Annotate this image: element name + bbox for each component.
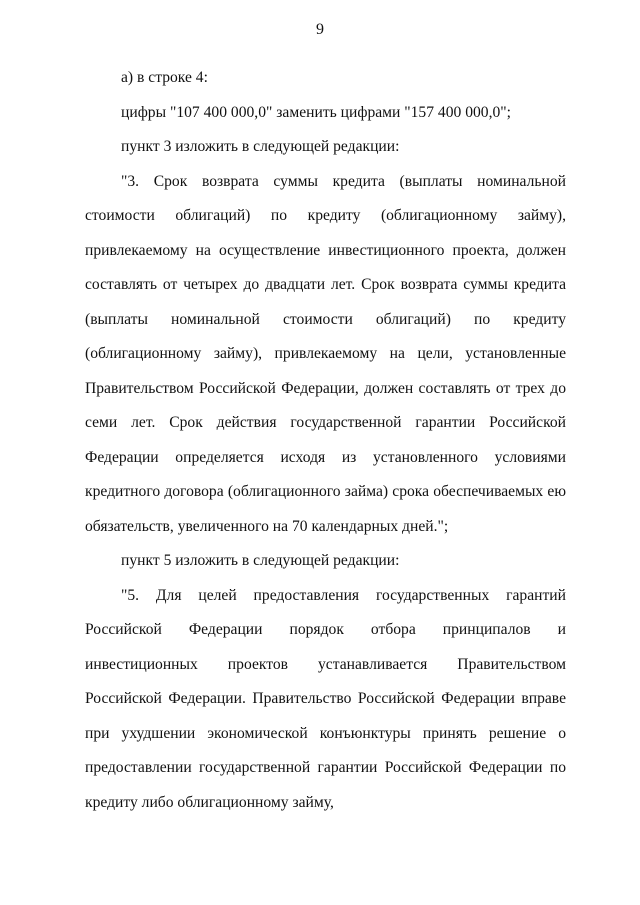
paragraph-line-item: а) в строке 4:	[121, 69, 208, 86]
paragraph-point-5-text: "5. Для целей предоставления государственных гарантий Российской Федерации порядок отбора принципалов и инвестиционных проектов устанавливается Правительством Российской Федерации. Правительство Российской Федерации вправе при ухудшении экономической конъюнктуры принять решение о предоставлении государственной гарантии Российской Федерации по кредиту либо облигационному займу,	[85, 586, 566, 811]
paragraph-replace-figures: цифры "107 400 000,0" заменить цифрами "157 400 000,0";	[121, 103, 511, 121]
page-number: 9	[316, 21, 324, 38]
paragraph-point-3-intro: пункт 3 изложить в следующей редакции:	[121, 138, 400, 155]
paragraph-point-3-text: "3. Срок возврата суммы кредита (выплаты номинальной стоимости облигаций) по кредиту (облигационному займу), привлекаемому на осуществление инвестиционного проекта, должен составлять от четырех до двадцати лет. Срок возврата суммы кредита (выплаты номинальной стоимости облигаций) по кредиту (облигационному займу), привлекаемому на цели, установленные Правительством Российской Федерации, должен составлять от трех до семи лет. Срок действия государственной гарантии Российской Федерации определяется исходя из установленного условиями кредитного договора (облигационного займа) срока обеспечиваемых ею обязательств, увеличенного на 70 календарных дней.";	[85, 172, 566, 535]
paragraph-point-5-intro: пункт 5 изложить в следующей редакции:	[121, 552, 400, 569]
document-body	[85, 61, 566, 820]
